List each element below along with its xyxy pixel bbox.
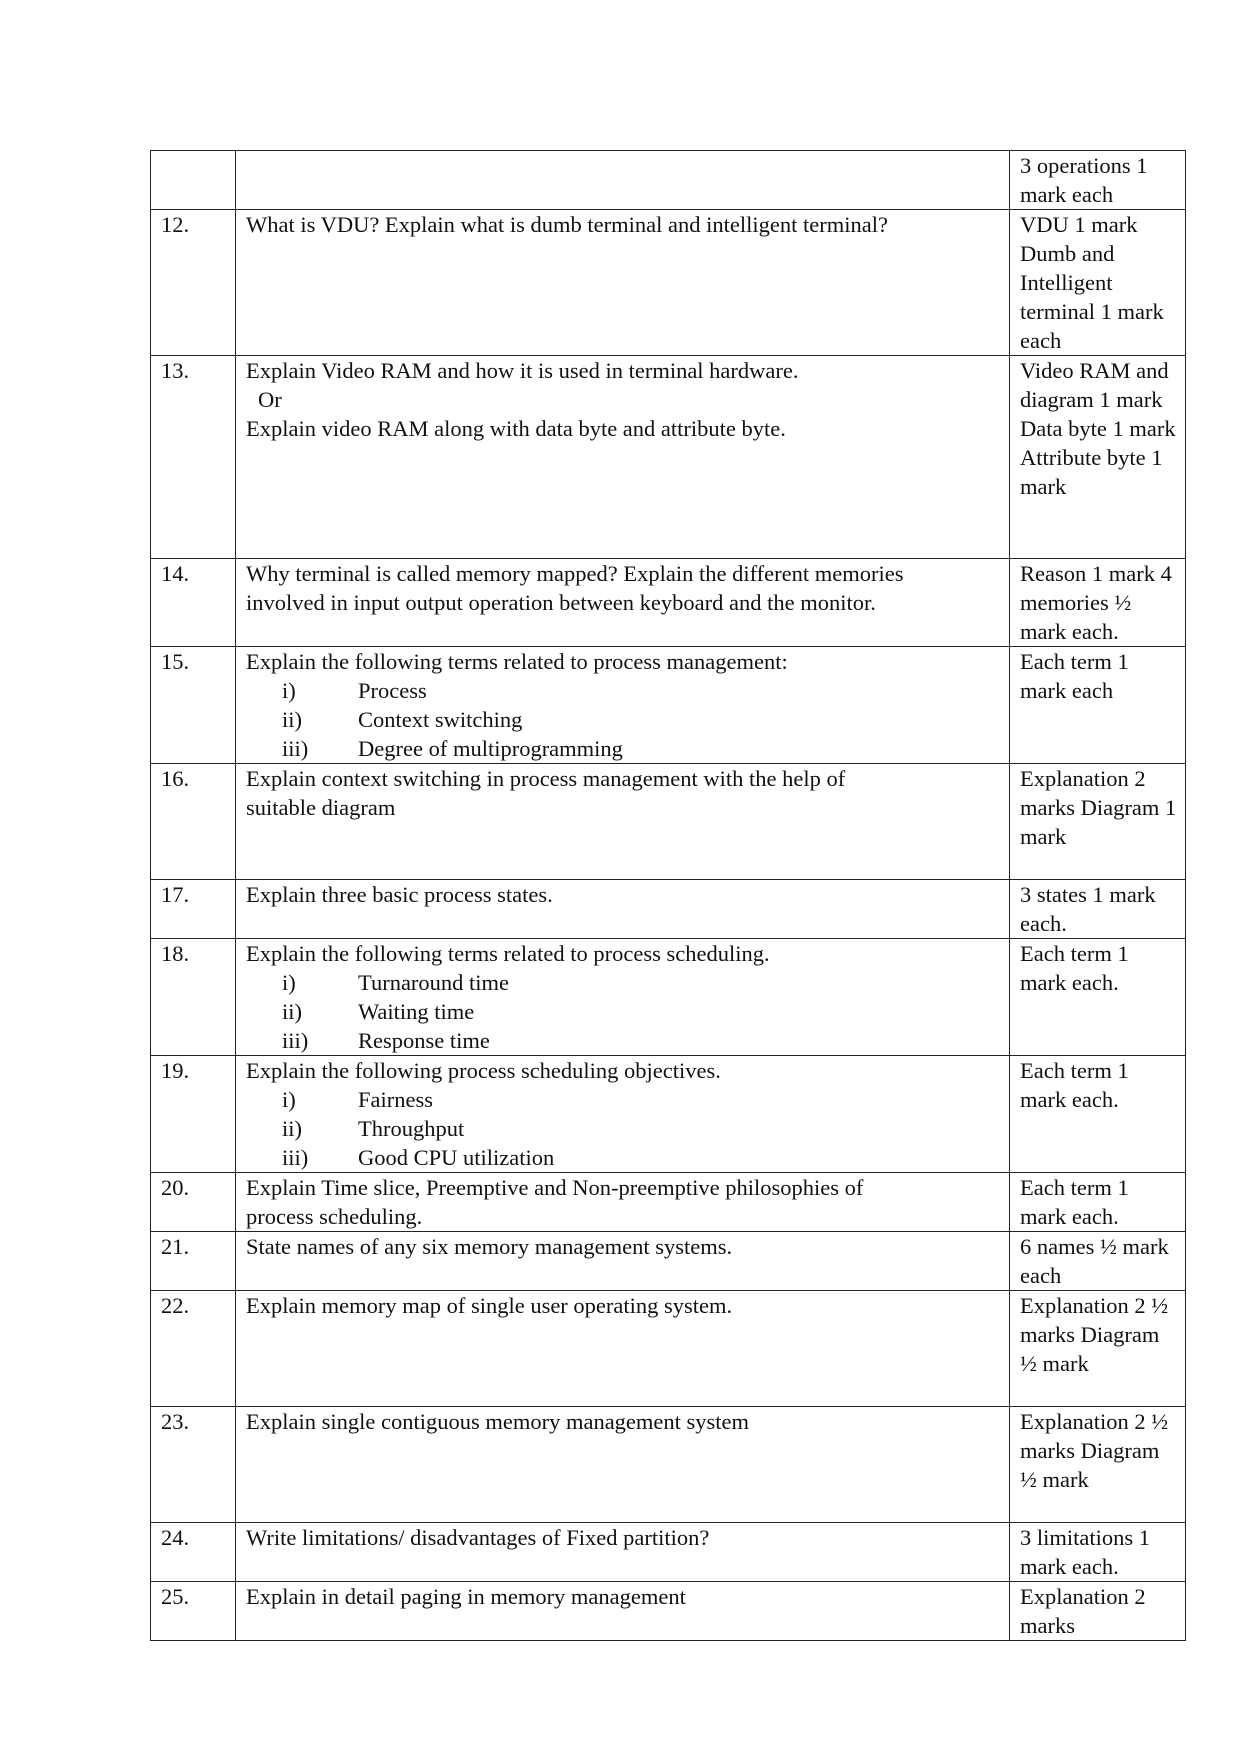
question-number: 19. [151,1056,236,1173]
marks-scheme: VDU 1 mark Dumb and Intelligent terminal 1 mark each [1010,210,1186,356]
sub-item-text: Degree of multiprogramming [358,736,623,761]
question-line: Explain three basic process states. [246,882,553,907]
sub-item [246,968,1003,997]
question-number: 21. [151,1232,236,1291]
question-text [236,1407,1010,1523]
sub-item-text: Response time [358,1028,490,1053]
table-row [151,764,1186,880]
sub-item [246,676,1003,705]
marks-scheme: 6 names ½ mark each [1010,1232,1186,1291]
question-line: Explain context switching in process management with the help of [246,766,846,791]
question-text [236,1173,1010,1232]
question-text [236,151,1010,210]
question-text [236,1291,1010,1407]
table-row [151,1523,1186,1582]
sub-item-number: i) [282,970,296,995]
sub-item [246,705,1003,734]
question-line: Explain Time slice, Preemptive and Non-preemptive philosophies of [246,1175,864,1200]
sub-item [246,1085,1003,1114]
question-number: 13. [151,356,236,559]
sub-item [246,1114,1003,1143]
sub-item [246,1143,1003,1172]
question-line: Explain the following terms related to process scheduling. [246,941,770,966]
marks-scheme: 3 operations 1 mark each [1010,151,1186,210]
sub-item-text: Process [358,678,427,703]
marks-scheme: Explanation 2 ½ marks Diagram ½ mark [1010,1407,1186,1523]
question-line: Explain Video RAM and how it is used in terminal hardware. [246,358,799,383]
marks-scheme: Explanation 2 ½ marks Diagram ½ mark [1010,1291,1186,1407]
question-text [236,1232,1010,1291]
marks-scheme: Explanation 2 marks Diagram 1 mark [1010,764,1186,880]
question-text [236,1056,1010,1173]
question-text [236,1582,1010,1641]
question-text [236,647,1010,764]
question-text [236,880,1010,939]
table-body [151,151,1186,1641]
question-line: process scheduling. [246,1204,423,1229]
question-text [236,210,1010,356]
sub-item-text: Context switching [358,707,523,732]
question-number: 18. [151,939,236,1056]
table-row [151,939,1186,1056]
question-line: Why terminal is called memory mapped? Explain the different memories [246,561,904,586]
marks-scheme: Each term 1 mark each. [1010,1056,1186,1173]
question-number: 22. [151,1291,236,1407]
question-line: Explain memory map of single user operating system. [246,1293,733,1318]
question-number: 17. [151,880,236,939]
marks-scheme: 3 limitations 1 mark each. [1010,1523,1186,1582]
sub-item-number: iii) [282,736,309,761]
question-line: What is VDU? Explain what is dumb terminal and intelligent terminal? [246,212,888,237]
question-line: Explain the following terms related to process management: [246,649,788,674]
question-line: State names of any six memory management systems. [246,1234,733,1259]
question-marks-table [150,150,1186,1641]
marks-scheme: Each term 1 mark each. [1010,939,1186,1056]
table-row [151,647,1186,764]
question-number: 25. [151,1582,236,1641]
marks-scheme: Explanation 2 marks [1010,1582,1186,1641]
question-text [236,1523,1010,1582]
question-line: Explain video RAM along with data byte and attribute byte. [246,416,786,441]
question-number: 14. [151,559,236,647]
table-row [151,1173,1186,1232]
sub-item-text: Throughput [358,1116,465,1141]
question-number [151,151,236,210]
marks-scheme: Reason 1 mark 4 memories ½ mark each. [1010,559,1186,647]
table-row [151,1407,1186,1523]
table-row [151,356,1186,559]
question-line: suitable diagram [246,795,396,820]
sub-item [246,997,1003,1026]
table-row [151,1582,1186,1641]
question-number: 16. [151,764,236,880]
sub-item [246,734,1003,763]
question-line: Explain single contiguous memory management system [246,1409,750,1434]
sub-item-text: Waiting time [358,999,475,1024]
question-number: 15. [151,647,236,764]
question-number: 23. [151,1407,236,1523]
table-row [151,1056,1186,1173]
table-row [151,210,1186,356]
table-row [151,880,1186,939]
question-number: 24. [151,1523,236,1582]
table-row [151,151,1186,210]
sub-item-text: Good CPU utilization [358,1145,555,1170]
sub-item-number: ii) [282,999,302,1024]
sub-item-number: ii) [282,707,302,732]
sub-item [246,1026,1003,1055]
question-text [236,764,1010,880]
table-row [151,1291,1186,1407]
question-number: 12. [151,210,236,356]
question-text [236,939,1010,1056]
sub-item-number: iii) [282,1028,309,1053]
sub-item-text: Fairness [358,1087,433,1112]
marks-scheme: Each term 1 mark each. [1010,1173,1186,1232]
table-row [151,1232,1186,1291]
question-number: 20. [151,1173,236,1232]
question-line: Write limitations/ disadvantages of Fixed partition? [246,1525,710,1550]
question-text [236,356,1010,559]
marks-scheme: Video RAM and diagram 1 mark Data byte 1 mark Attribute byte 1 mark [1010,356,1186,559]
marks-scheme: Each term 1 mark each [1010,647,1186,764]
sub-item-text: Turnaround time [358,970,510,995]
question-line: Explain in detail paging in memory management [246,1584,686,1609]
question-line: involved in input output operation between keyboard and the monitor. [246,590,876,615]
table-row [151,559,1186,647]
sub-item-number: i) [282,1087,296,1112]
marks-scheme: 3 states 1 mark each. [1010,880,1186,939]
sub-item-number: iii) [282,1145,309,1170]
question-line: Explain the following process scheduling objectives. [246,1058,721,1083]
or-separator: Or [258,387,282,412]
sub-item-number: ii) [282,1116,302,1141]
question-text [236,559,1010,647]
sub-item-number: i) [282,678,296,703]
